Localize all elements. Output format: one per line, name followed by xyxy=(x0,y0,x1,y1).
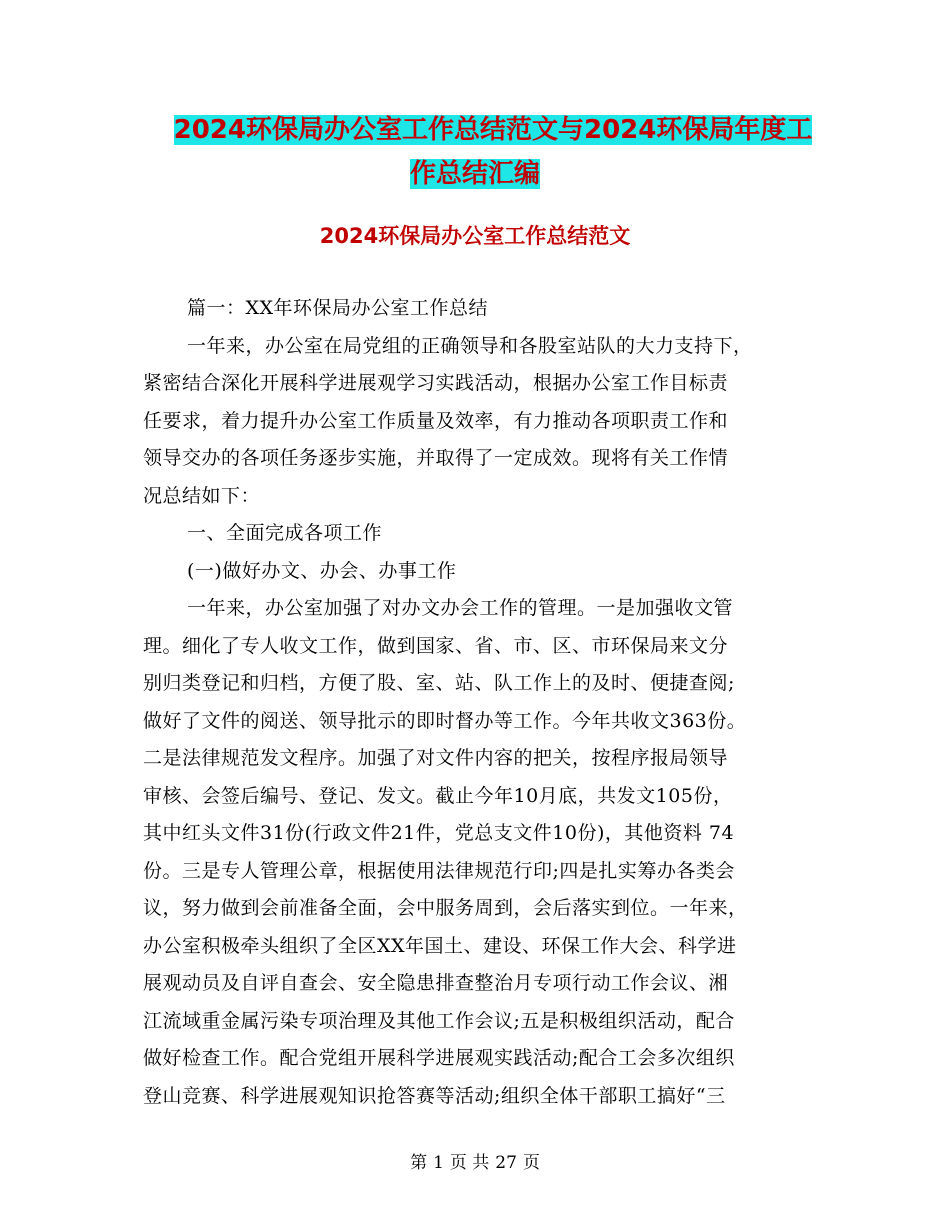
text-line: (一)做好办文、办会、办事工作 xyxy=(187,559,457,582)
text-line: 任要求，着力提升办公室工作质量及效率，有力推动各项职责工作和 xyxy=(143,409,729,432)
text-line: 份。三是专人管理公章，根据使用法律规范行印;四是扎实筹办各类会 xyxy=(143,859,735,882)
text-line: 别归类登记和归档，方便了股、室、站、队工作上的及时、便捷查阅; xyxy=(143,672,735,694)
text-line: 二是法律规范发文程序。加强了对文件内容的把关，按程序报局领导 xyxy=(143,747,729,769)
text-line: 审核、会签后编号、登记、发文。截止今年10月底，共发文105份， xyxy=(143,784,733,807)
section-title: 2024环保局办公室工作总结范文 xyxy=(319,224,631,248)
page-number: 1 xyxy=(433,1153,444,1173)
text-line: 况总结如下： xyxy=(143,484,261,507)
footer-middle: 页 共 xyxy=(449,1153,490,1173)
text-line: 展观动员及自评自查会、安全隐患排查整治月专项行动工作会议、湘 xyxy=(143,972,729,994)
text-line: 登山竞赛、科学进展观知识抢答赛等活动;组织全体干部职工搞好“三 xyxy=(143,1084,726,1107)
footer-prefix: 第 xyxy=(410,1153,428,1173)
footer-suffix: 页 xyxy=(522,1153,540,1173)
document-title-line-2: 作总结汇编 xyxy=(409,159,540,189)
text-line: 一、全面完成各项工作 xyxy=(187,522,383,544)
text-line: 做好了文件的阅送、领导批示的即时督办等工作。今年共收文363份。 xyxy=(143,709,747,732)
text-line: 理。细化了专人收文工作，做到国家、省、市、区、市环保局来文分 xyxy=(143,634,729,657)
text-line: 一年来，办公室在局党组的正确领导和各股室站队的大力支持下， xyxy=(187,334,753,357)
text-line: 篇一：XX年环保局办公室工作总结 xyxy=(187,297,489,319)
text-line: 办公室积极牵头组织了全区XX年国土、建设、环保工作大会、科学进 xyxy=(143,934,737,957)
body-text xyxy=(143,290,811,1115)
text-line: 议，努力做到会前准备全面，会中服务周到，会后落实到位。一年来， xyxy=(143,897,748,919)
page-footer xyxy=(0,1151,950,1175)
text-line: 领导交办的各项任务逐步实施，并取得了一定成效。现将有关工作情 xyxy=(143,447,729,469)
text-line: 其中红头文件31份(行政文件21件，党总支文件10份)，其他资料 74 xyxy=(143,822,735,844)
text-line: 一年来，办公室加强了对办文办会工作的管理。一是加强收文管 xyxy=(187,597,734,619)
page-total: 27 xyxy=(495,1153,517,1173)
text-line: 紧密结合深化开展科学进展观学习实践活动，根据办公室工作目标责 xyxy=(143,372,729,394)
document-title-line-1: 2024环保局办公室工作总结范文与2024环保局年度工 xyxy=(173,115,813,145)
text-line: 做好检查工作。配合党组开展科学进展观实践活动;配合工会多次组织 xyxy=(143,1047,735,1069)
text-line: 江流域重金属污染专项治理及其他工作会议;五是积极组织活动，配合 xyxy=(143,1009,735,1032)
